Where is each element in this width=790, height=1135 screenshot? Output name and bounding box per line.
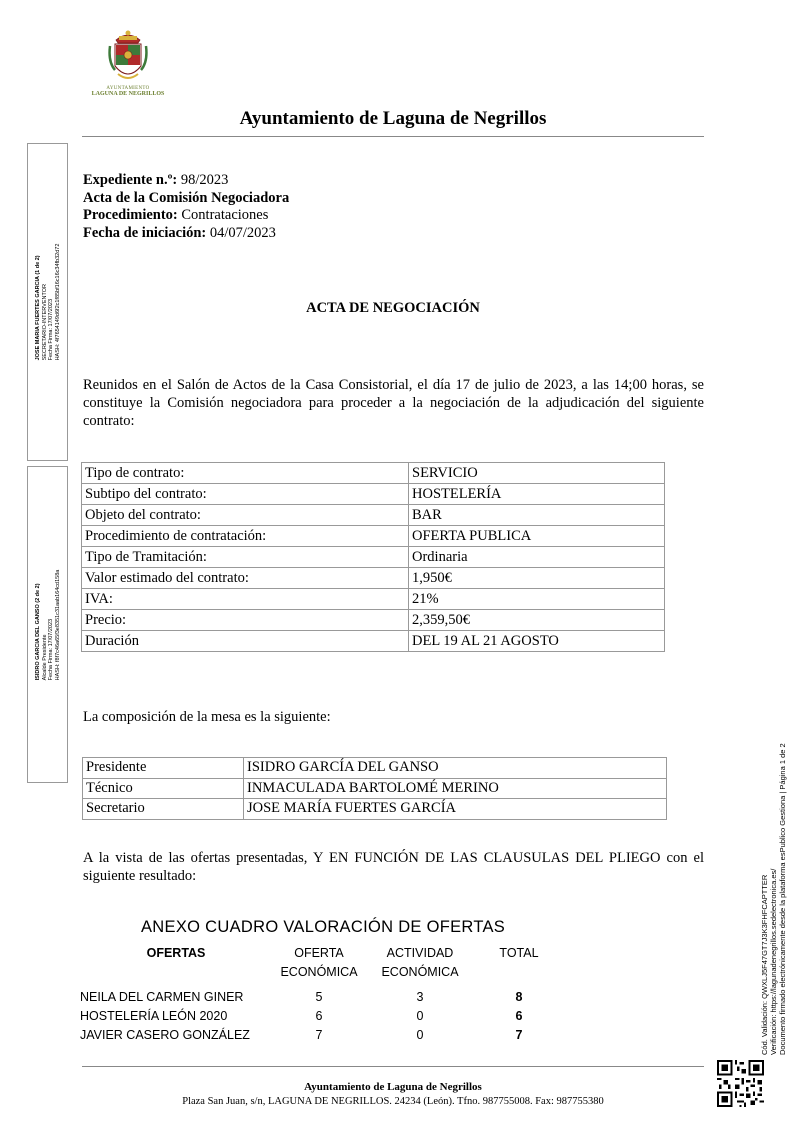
table-row: [83, 758, 667, 779]
annex-row-1-name: NEILA DEL CARMEN GINER: [80, 990, 244, 1004]
table-key: Tipo de Tramitación:: [82, 547, 409, 568]
table-row: [82, 610, 665, 631]
acta-label: Acta de la Comisión Negociadora: [83, 189, 290, 206]
table-row: [82, 463, 665, 484]
table-key: IVA:: [82, 589, 409, 610]
verification-note: Documento firmado electrónicamente desde la plataforma esPublico Gestiona | Página 1 de 2: [778, 743, 787, 1055]
signature-box-1: [27, 143, 68, 461]
table-key: Duración: [82, 631, 409, 652]
mesa-role: Secretario: [83, 799, 244, 820]
table-value: Ordinaria: [409, 547, 665, 568]
annex-header-actividad-economica: [376, 944, 464, 982]
signature-2-hash: HASH: f8f7c46a65f3e8351c31aab164cd158a: [54, 569, 60, 680]
signature-1-date: Fecha Firma: 17/07/2023: [47, 298, 54, 361]
signature-2-date: Fecha Firma: 17/07/2023: [47, 618, 54, 680]
annex-header-ofertas: OFERTAS: [146, 946, 206, 960]
annex-row-2-actividad: 0: [416, 1009, 424, 1023]
annex-row-1-total: 8: [515, 990, 523, 1004]
municipal-logo: [88, 28, 168, 106]
verification-url: Verificación: https://lagunadenegrillos.sedelectronica.es/: [769, 868, 778, 1055]
document-meta: [83, 172, 289, 242]
mesa-member: ISIDRO GARCÍA DEL GANSO: [244, 758, 667, 779]
signature-1-role: SECRETARIO-INTERVENTOR: [41, 284, 47, 361]
table-value: 21%: [409, 589, 665, 610]
mesa-member: JOSE MARÍA FUERTES GARCÍA: [244, 799, 667, 820]
acta-line: [83, 190, 289, 208]
mesa-role: Presidente: [83, 758, 244, 779]
header-divider: [82, 136, 704, 137]
expediente-label: Expediente n.º:: [83, 172, 178, 188]
annex-row-2-oferta: 6: [315, 1009, 323, 1023]
annex-title: ANEXO CUADRO VALORACIÓN DE OFERTAS: [141, 918, 506, 936]
footer-divider: [82, 1066, 704, 1067]
annex-header-actividad-line2: ECONÓMICA: [381, 965, 459, 979]
mesa-role: Técnico: [83, 778, 244, 799]
procedimiento-label: Procedimiento:: [83, 207, 178, 223]
annex-header-oferta-economica: [276, 944, 362, 982]
signature-1-hash: HASH: 4f7654149d6f2c1f85bf16c16c34fb32d72: [54, 243, 60, 361]
table-row: [82, 526, 665, 547]
vista-paragraph: A la vista de las ofertas presentadas, Y EN FUNCIÓN DE LAS CLAUSULAS DEL PLIEGO con el siguiente resultado:: [83, 850, 704, 884]
table-row: [82, 547, 665, 568]
page-title: Ayuntamiento de Laguna de Negrillos: [239, 108, 547, 129]
table-row: [82, 484, 665, 505]
annex-row-1-actividad: 3: [416, 990, 424, 1004]
table-value: SERVICIO: [409, 463, 665, 484]
acta-title: ACTA DE NEGOCIACIÓN: [306, 300, 480, 316]
annex-row-2-name: HOSTELERÍA LEÓN 2020: [80, 1009, 228, 1023]
annex-row-2-total: 6: [515, 1009, 523, 1023]
table-value: DEL 19 AL 21 AGOSTO: [409, 631, 665, 652]
table-key: Tipo de contrato:: [82, 463, 409, 484]
annex-row-3-actividad: 0: [416, 1028, 424, 1042]
intro-paragraph: Reunidos en el Salón de Actos de la Casa Consistorial, el día 17 de julio de 2023, a las 14;00 horas, se constituye la Comisión negociadora para proceder a la negociación de la adjudicación del siguiente contrato:: [83, 377, 704, 429]
qr-code-icon: [717, 1060, 764, 1107]
signature-2-name: ISIDRO GARCIA DEL GANSO (2 de 2): [34, 582, 41, 680]
table-key: Objeto del contrato:: [82, 505, 409, 526]
composicion-paragraph: La composición de la mesa es la siguiente:: [83, 709, 331, 725]
table-value: BAR: [409, 505, 665, 526]
fecha-label: Fecha de iniciación:: [83, 224, 207, 241]
annex-header-oferta-line1: OFERTA: [294, 946, 344, 960]
signature-1-name: JOSE MARIA FUERTES GARCIA (1 de 2): [34, 255, 41, 361]
signature-box-2: [27, 466, 68, 783]
verification-code: Cód. Validación: QWXLJ5F47GT7J3K3FHFCAPTTER: [760, 874, 769, 1055]
contract-table: [81, 462, 665, 652]
annex-header-oferta-line2: ECONÓMICA: [280, 965, 358, 979]
expediente-line: [83, 172, 289, 190]
procedimiento-value: Contrataciones: [181, 207, 269, 223]
table-row: [83, 778, 667, 799]
table-key: Procedimiento de contratación:: [82, 526, 409, 547]
table-value: 2,359,50€: [409, 610, 665, 631]
table-key: Subtipo del contrato:: [82, 484, 409, 505]
table-key: Precio:: [82, 610, 409, 631]
mesa-table: [82, 757, 667, 820]
fecha-value: 04/07/2023: [209, 224, 276, 241]
annex-row-3-total: 7: [515, 1028, 523, 1042]
expediente-value: 98/2023: [180, 172, 229, 188]
procedimiento-line: [83, 207, 289, 225]
signature-2-role: Alcalde Presidente: [41, 633, 47, 680]
table-value: 1,950€: [409, 568, 665, 589]
coat-of-arms-icon: [106, 28, 150, 86]
table-key: Valor estimado del contrato:: [82, 568, 409, 589]
fecha-line: [83, 225, 289, 243]
annex-header-total: TOTAL: [499, 946, 539, 960]
annex-row-3-name: JAVIER CASERO GONZÁLEZ: [80, 1028, 250, 1042]
footer-name: Ayuntamiento de Laguna de Negrillos: [304, 1081, 482, 1093]
mesa-member: INMACULADA BARTOLOMÉ MERINO: [244, 778, 667, 799]
table-row: [83, 799, 667, 820]
table-row: [82, 568, 665, 589]
annex-row-3-oferta: 7: [315, 1028, 323, 1042]
table-row: [82, 631, 665, 652]
footer-address: Plaza San Juan, s/n, LAGUNA DE NEGRILLOS. 24234 (León). Tfno. 987755008. Fax: 987755380: [182, 1096, 604, 1107]
table-row: [82, 505, 665, 526]
table-row: [82, 589, 665, 610]
annex-header-actividad-line1: ACTIVIDAD: [386, 946, 454, 960]
table-value: HOSTELERÍA: [409, 484, 665, 505]
logo-line-1: AYUNTAMIENTO: [106, 86, 150, 91]
annex-row-1-oferta: 5: [315, 990, 323, 1004]
logo-line-2: LAGUNA DE NEGRILLOS: [91, 91, 165, 97]
table-value: OFERTA PUBLICA: [409, 526, 665, 547]
verification-text: [760, 743, 787, 1055]
